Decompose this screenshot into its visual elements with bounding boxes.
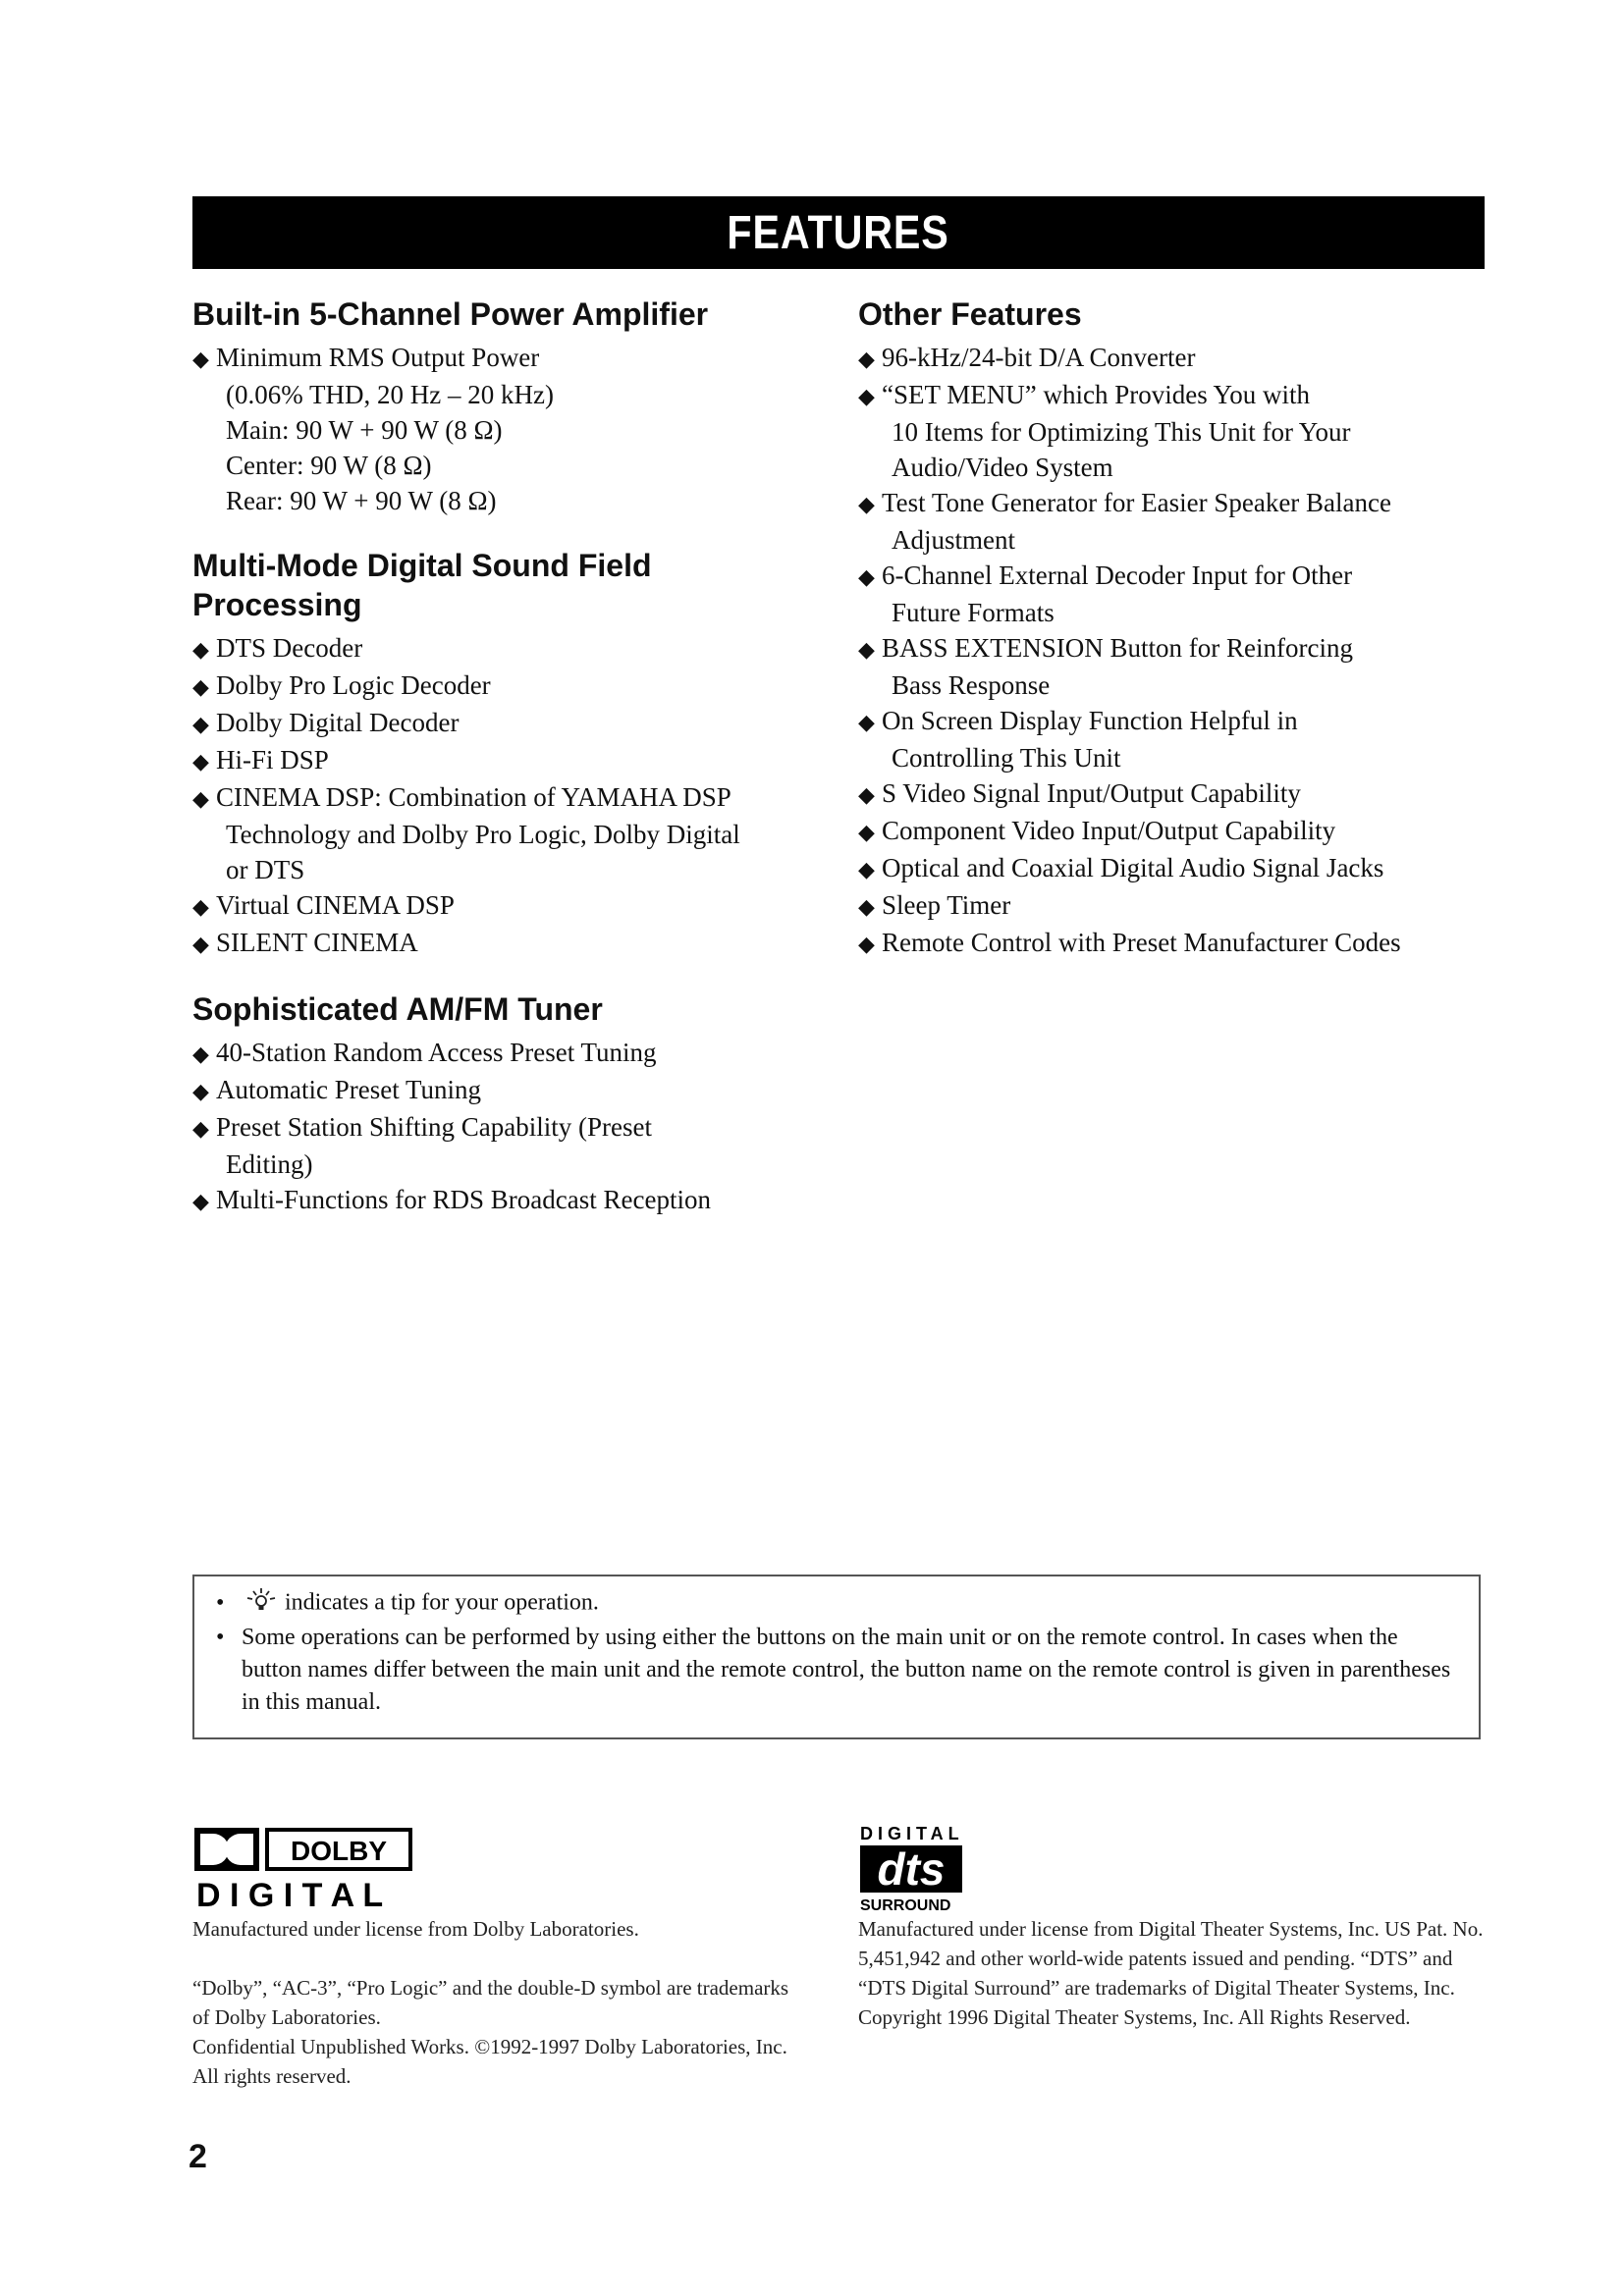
- diamond-bullet-icon: ◆: [192, 1079, 209, 1103]
- section-heading: Multi-Mode Digital Sound Field Processing: [192, 548, 652, 622]
- section-power-amplifier: [192, 294, 821, 518]
- diamond-bullet-icon: ◆: [192, 1116, 209, 1141]
- diamond-bullet-icon: ◆: [192, 712, 209, 736]
- list-item-continuation: 10 Items for Optimizing This Unit for Your: [892, 417, 1351, 447]
- diamond-bullet-icon: ◆: [192, 749, 209, 774]
- feature-list: [192, 1035, 821, 1219]
- diamond-bullet-icon: ◆: [858, 710, 875, 734]
- list-item: ◆ Minimum RMS Output Power: [192, 340, 821, 377]
- tip-list: [216, 1586, 1457, 1719]
- diamond-bullet-icon: ◆: [858, 782, 875, 807]
- list-item-continuation: Editing): [226, 1149, 313, 1179]
- dts-digital-surround-logo: [858, 1822, 966, 1912]
- bullet: •: [216, 1589, 225, 1616]
- dts-logo-bottom-text: SURROUND: [860, 1897, 951, 1912]
- diamond-bullet-icon: ◆: [192, 347, 209, 371]
- list-item: ◆ On Screen Display Function Helpful in: [858, 703, 1487, 740]
- diamond-bullet-icon: ◆: [858, 857, 875, 881]
- paragraph: “Dolby”, “AC-3”, “Pro Logic” and the double-D symbol are trademarks of Dolby Laboratories.: [192, 1976, 789, 2029]
- feature-list: [192, 630, 821, 962]
- page-title: FEATURES: [727, 206, 950, 259]
- list-item: ◆ Dolby Digital Decoder: [192, 705, 821, 742]
- list-item: ◆ Sleep Timer: [858, 887, 1487, 925]
- list-item-continuation: Center: 90 W (8 Ω): [226, 451, 432, 480]
- dts-logo-top-text: DIGITAL: [860, 1824, 964, 1843]
- list-item-continuation: Main: 90 W + 90 W (8 Ω): [226, 415, 503, 445]
- dolby-logo-word: D I G I T A L: [196, 1877, 384, 1912]
- diamond-bullet-icon: ◆: [192, 1041, 209, 1066]
- dolby-license-text: [192, 1914, 801, 2091]
- diamond-bullet-icon: ◆: [192, 786, 209, 811]
- dts-logo-mid-text: dts: [877, 1843, 946, 1895]
- list-item: ◆ Preset Station Shifting Capability (Preset: [192, 1109, 821, 1147]
- list-item-continuation: Audio/Video System: [892, 453, 1113, 482]
- list-item: ◆ 6-Channel External Decoder Input for Other: [858, 558, 1487, 595]
- dolby-logo-box-text: DOLBY: [291, 1836, 387, 1866]
- list-item-continuation: Future Formats: [892, 598, 1055, 627]
- list-item: ◆ CINEMA DSP: Combination of YAMAHA DSP: [192, 779, 821, 817]
- tip-note-box: [192, 1575, 1481, 1739]
- section-am-fm-tuner: [192, 989, 821, 1219]
- paragraph: Manufactured under license from Dolby Laboratories.: [192, 1917, 639, 1941]
- diamond-bullet-icon: ◆: [858, 384, 875, 408]
- section-heading: Sophisticated AM/FM Tuner: [192, 991, 603, 1027]
- list-item: ◆ Test Tone Generator for Easier Speaker Balance: [858, 485, 1487, 522]
- section-digital-sound-field: [192, 546, 821, 962]
- list-item-continuation: Rear: 90 W + 90 W (8 Ω): [226, 486, 497, 515]
- diamond-bullet-icon: ◆: [192, 1189, 209, 1213]
- paragraph: Manufactured under license from Digital Theater Systems, Inc. US Pat. No. 5,451,942 and other world-wide patents issued and pending. “DTS” and “DTS Digital Surround” are trademarks of Digital Theater Systems, Inc. Copyright 1996 Digital Theater Systems, Inc. All Rights Reserved.: [858, 1917, 1484, 2029]
- list-item-continuation: Technology and Dolby Pro Logic, Dolby Digital: [226, 820, 740, 849]
- list-item: ◆ Hi-Fi DSP: [192, 742, 821, 779]
- tip-item: • Some operations can be performed by using either the buttons on the main unit or on the remote control. In cases when the button names differ between the main unit and the remote control, the button name on the remote control is given in parentheses in this manual.: [216, 1622, 1457, 1719]
- page-number: 2: [189, 2138, 207, 2175]
- diamond-bullet-icon: ◆: [192, 932, 209, 956]
- list-item: ◆ Multi-Functions for RDS Broadcast Reception: [192, 1182, 821, 1219]
- bullet: •: [216, 1625, 225, 1650]
- list-item: ◆ Virtual CINEMA DSP: [192, 887, 821, 925]
- diamond-bullet-icon: ◆: [858, 932, 875, 956]
- diamond-bullet-icon: ◆: [192, 894, 209, 919]
- list-item-continuation: Controlling This Unit: [892, 743, 1121, 773]
- tip-item: • indicates a tip for your operation.: [216, 1586, 1457, 1622]
- list-item-continuation: Adjustment: [892, 525, 1015, 555]
- section-heading: Other Features: [858, 296, 1082, 332]
- list-item: ◆ S Video Signal Input/Output Capability: [858, 775, 1487, 813]
- list-item: ◆ Optical and Coaxial Digital Audio Signal Jacks: [858, 850, 1487, 887]
- diamond-bullet-icon: ◆: [858, 564, 875, 589]
- diamond-bullet-icon: ◆: [858, 894, 875, 919]
- feature-list: [858, 340, 1487, 962]
- diamond-bullet-icon: ◆: [192, 637, 209, 662]
- paragraph: Confidential Unpublished Works. ©1992-1997 Dolby Laboratories, Inc. All rights reserved.: [192, 2035, 787, 2088]
- features-banner: [192, 196, 1485, 269]
- left-column: [192, 294, 821, 1247]
- feature-list: [192, 340, 821, 518]
- right-column: [858, 294, 1487, 989]
- list-item-continuation: or DTS: [226, 855, 305, 884]
- list-item: ◆ 40-Station Random Access Preset Tuning: [192, 1035, 821, 1072]
- dolby-digital-logo: [192, 1824, 428, 1912]
- list-item-continuation: (0.06% THD, 20 Hz – 20 kHz): [226, 380, 554, 409]
- list-item-continuation: Bass Response: [892, 670, 1051, 700]
- section-heading: Built-in 5-Channel Power Amplifier: [192, 296, 709, 332]
- list-item: ◆ 96-kHz/24-bit D/A Converter: [858, 340, 1487, 377]
- list-item: ◆ Remote Control with Preset Manufacturer Codes: [858, 925, 1487, 962]
- section-other-features: [858, 294, 1487, 962]
- lightbulb-icon: [242, 1586, 281, 1622]
- diamond-bullet-icon: ◆: [858, 637, 875, 662]
- dts-license-text: [858, 1914, 1487, 2032]
- list-item: ◆ SILENT CINEMA: [192, 925, 821, 962]
- list-item: ◆ “SET MENU” which Provides You with: [858, 377, 1487, 414]
- list-item: ◆ DTS Decoder: [192, 630, 821, 667]
- list-item: ◆ BASS EXTENSION Button for Reinforcing: [858, 630, 1487, 667]
- diamond-bullet-icon: ◆: [858, 820, 875, 844]
- diamond-bullet-icon: ◆: [858, 492, 875, 516]
- list-item: ◆ Automatic Preset Tuning: [192, 1072, 821, 1109]
- list-item: ◆ Dolby Pro Logic Decoder: [192, 667, 821, 705]
- diamond-bullet-icon: ◆: [858, 347, 875, 371]
- list-item: ◆ Component Video Input/Output Capability: [858, 813, 1487, 850]
- diamond-bullet-icon: ◆: [192, 674, 209, 699]
